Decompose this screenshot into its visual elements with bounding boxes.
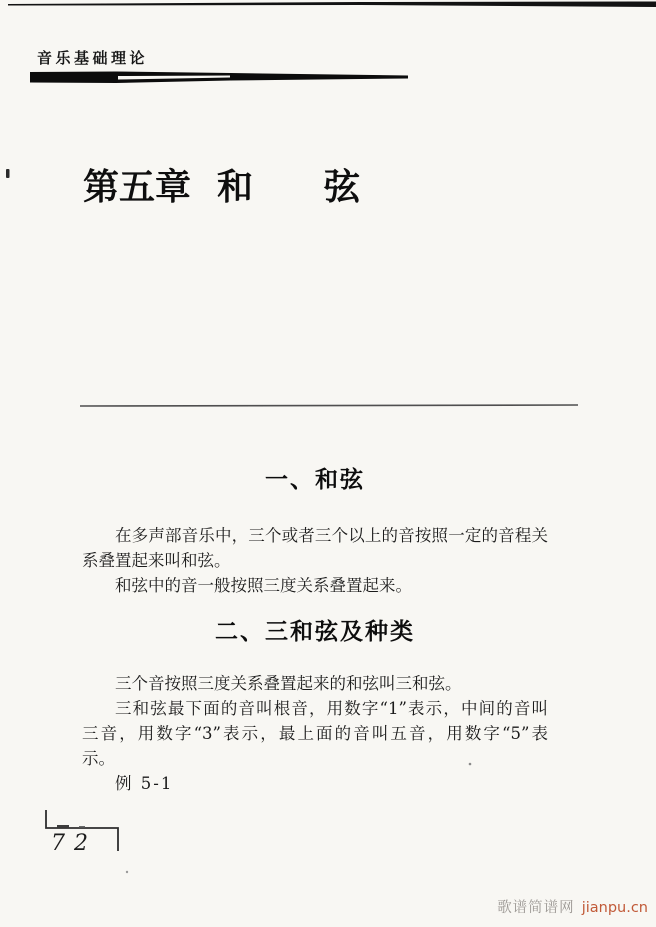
chapter-title-word-1: 和	[217, 166, 254, 208]
book-title: 音乐基础理论	[37, 49, 149, 67]
paragraph-line: 系叠置起来叫和弦。	[82, 551, 231, 570]
left-margin-mark	[6, 169, 10, 178]
section-divider-rule	[80, 405, 578, 406]
paragraph-line: 三音，用数字“3”表示，最上面的音叫五音，用数字“5”表	[82, 724, 548, 743]
section-2-body	[82, 671, 548, 796]
watermark	[497, 896, 648, 917]
chapter-title	[83, 167, 360, 207]
page-number: 72	[51, 831, 97, 856]
section-1-body	[82, 523, 548, 598]
section-2-heading: 二、三和弦及种类	[215, 619, 415, 645]
header-rule-bar-split	[118, 76, 230, 80]
scan-speck-2	[126, 871, 128, 873]
chapter-title-word-2: 弦	[324, 166, 361, 208]
bracket-ink-dash-small	[79, 826, 85, 828]
watermark-site-name: 歌谱简谱网	[497, 900, 575, 916]
watermark-site-url: jianpu.cn	[581, 900, 648, 916]
example-label: 例 5-1	[115, 774, 174, 793]
section-1-heading: 一、和弦	[265, 467, 365, 493]
header-rule-bar	[30, 72, 408, 84]
paragraph-line: 三和弦最下面的音叫根音，用数字“1”表示，中间的音叫	[115, 699, 548, 718]
paragraph-line: 示。	[82, 749, 115, 768]
paragraph-line: 三个音按照三度关系叠置起来的和弦叫三和弦。	[115, 674, 462, 693]
paragraph-line: 在多声部音乐中，三个或者三个以上的音按照一定的音程关	[115, 526, 548, 545]
paragraph-line: 和弦中的音一般按照三度关系叠置起来。	[115, 576, 412, 595]
top-edge-scan-line	[8, 2, 656, 8]
bracket-ink-dash	[57, 825, 69, 827]
chapter-number: 第五章	[83, 166, 192, 208]
